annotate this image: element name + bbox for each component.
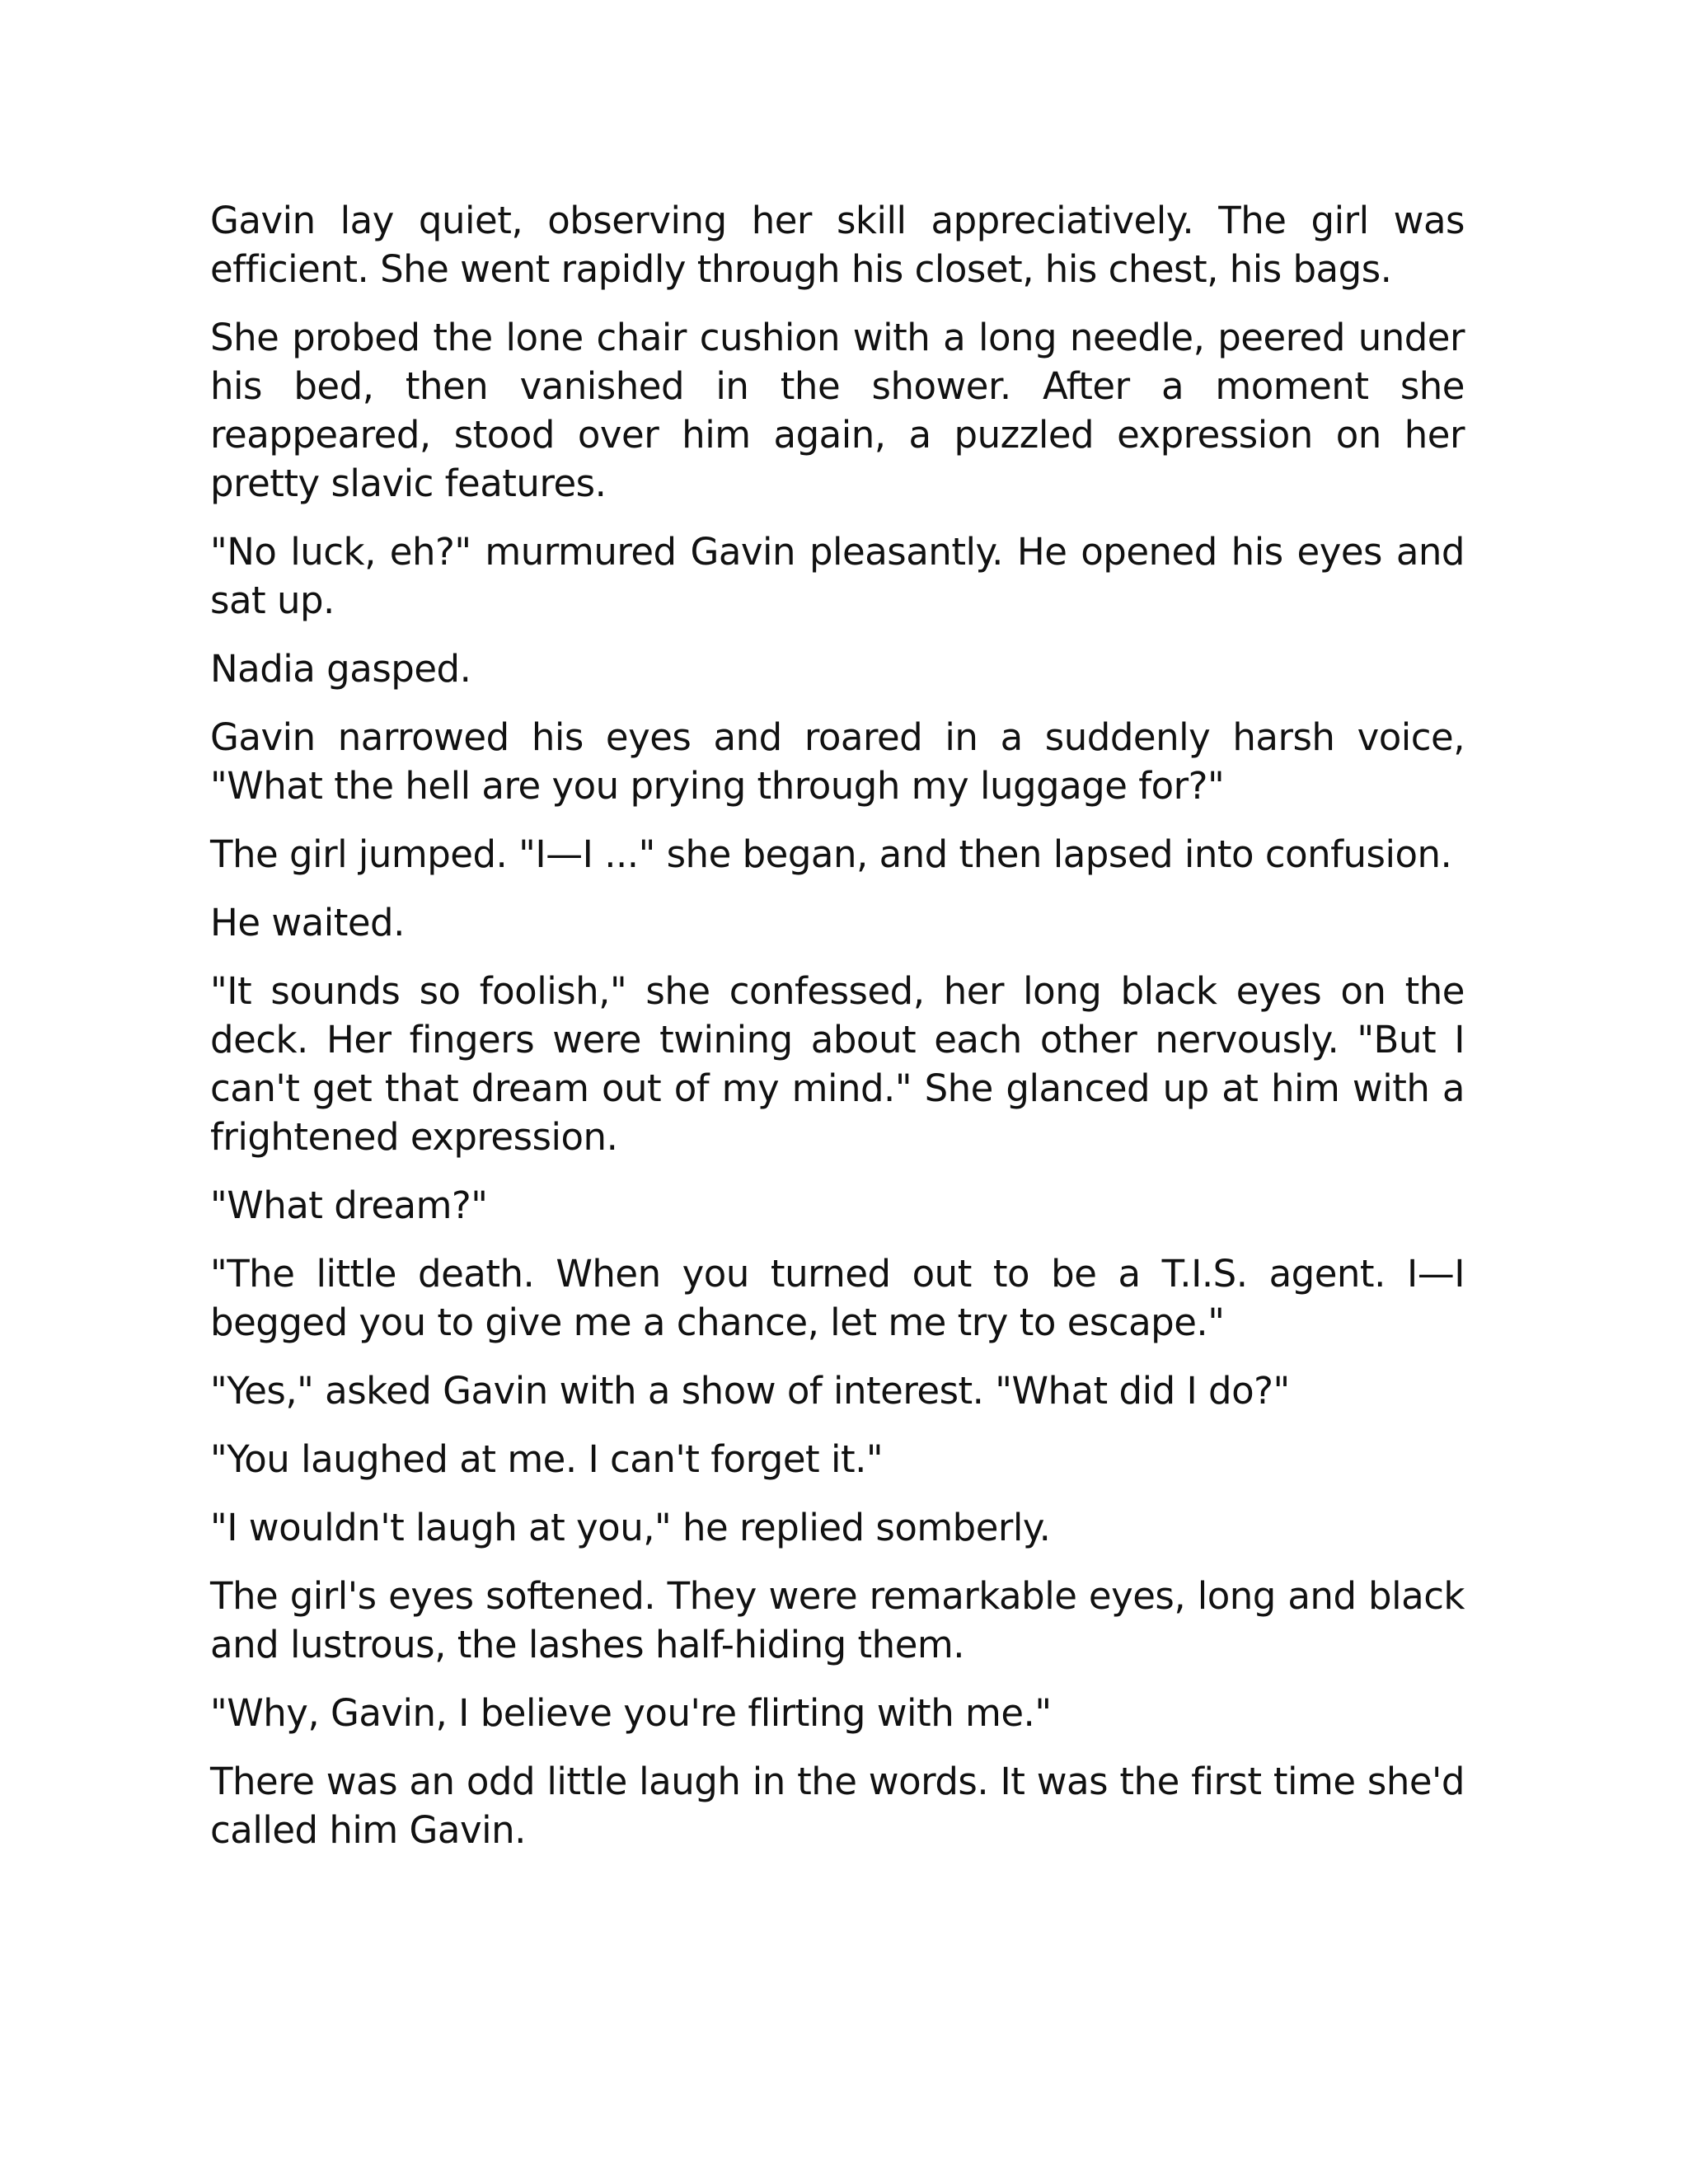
paragraph: "The little death. When you turned out to be a T.I.S. agent. I—I begged you to give me a chance, let me try to escape." [210, 1252, 1465, 1344]
paragraph: "I wouldn't laugh at you," he replied somberly. [210, 1506, 1051, 1549]
paragraph: He waited. [210, 901, 405, 944]
paragraph: "What dream?" [210, 1183, 488, 1227]
paragraph: Nadia gasped. [210, 647, 471, 691]
paragraph: "It sounds so foolish," she confessed, her long black eyes on the deck. Her fingers were twining about each other nervously. "But I can't get that dream out of my mind." She glanced up at him with a frightened expression. [210, 969, 1465, 1159]
paragraph: "No luck, eh?" murmured Gavin pleasantly. He opened his eyes and sat up. [210, 530, 1465, 622]
paragraph: Gavin narrowed his eyes and roared in a suddenly harsh voice, "What the hell are you prying through my luggage for?" [210, 715, 1465, 808]
paragraph: The girl jumped. "I—I ..." she began, and then lapsed into confusion. [210, 832, 1452, 876]
paragraph: "You laughed at me. I can't forget it." [210, 1437, 884, 1481]
paragraph: She probed the lone chair cushion with a long needle, peered under his bed, then vanished in the shower. After a moment she reappeared, stood over him again, a puzzled expression on her pretty slavic features. [210, 316, 1465, 505]
paragraph: "Why, Gavin, I believe you're flirting with me." [210, 1691, 1052, 1735]
paragraph: There was an odd little laugh in the words. It was the first time she'd called him Gavin. [210, 1760, 1465, 1852]
paragraph: Gavin lay quiet, observing her skill appreciatively. The girl was efficient. She went rapidly through his closet, his chest, his bags. [210, 199, 1465, 291]
paragraph: "Yes," asked Gavin with a show of interest. "What did I do?" [210, 1369, 1290, 1413]
paragraph: The girl's eyes softened. They were remarkable eyes, long and black and lustrous, the lashes half-hiding them. [210, 1574, 1465, 1666]
document-page [210, 196, 1465, 1874]
